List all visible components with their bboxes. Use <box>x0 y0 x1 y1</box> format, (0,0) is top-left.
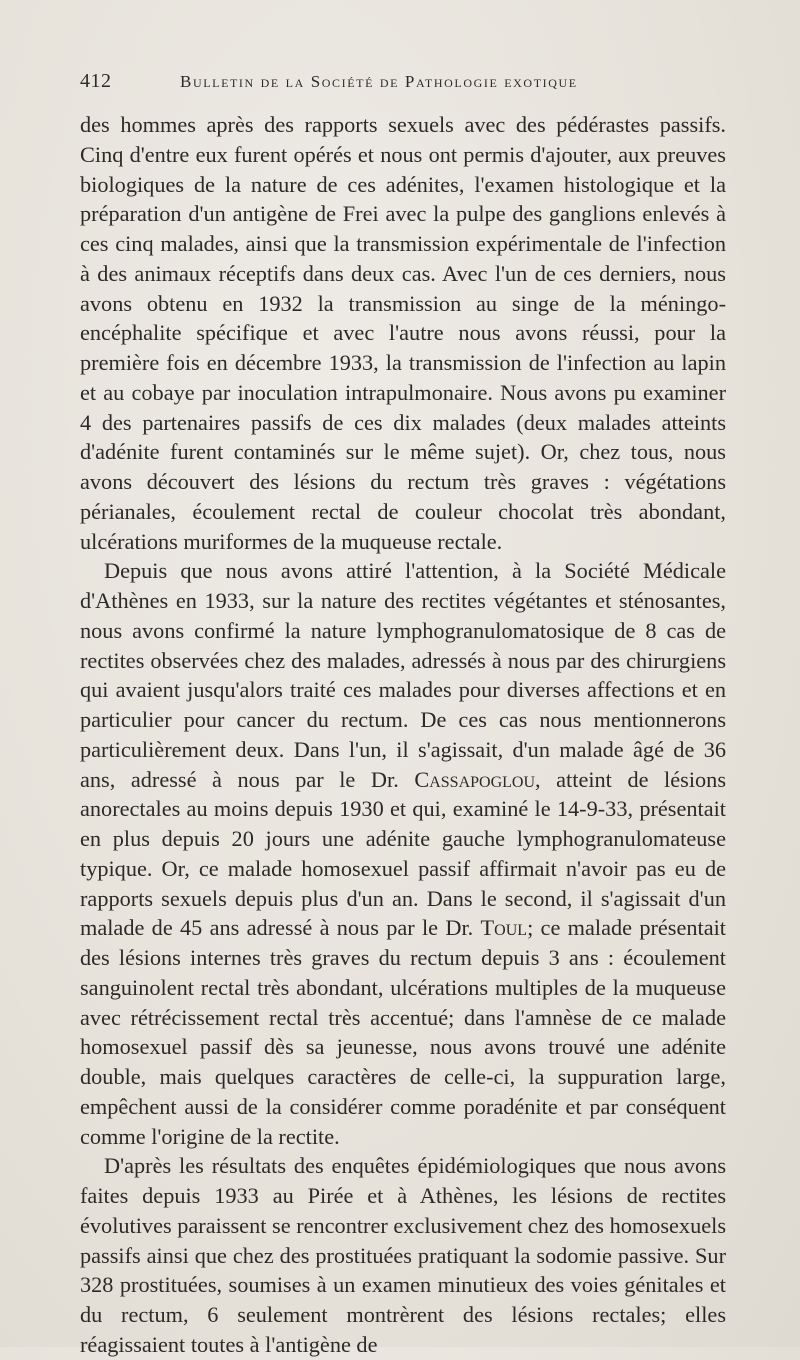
paragraph-text: D'après les résultats des enquêtes épidémiologiques que nous avons faites depuis 1933 au Pirée et à Athènes, les lésions de rectites évolutives paraissent se rencontrer exclusivement chez des homosexuels passifs ainsi que chez des prostituées pratiquant la sodomie passive. Sur 328 prostituées, soumises à un examen minutieux des voies génitales et du rectum, 6 seulement montrèrent des lésions rectales; elles réagissaient toutes à l'antigène de <box>80 1153 726 1357</box>
paragraph-3 <box>80 1151 726 1359</box>
paragraph-1 <box>80 110 726 556</box>
paragraph-text: des hommes après des rapports sexuels avec des pédérastes passifs. Cinq d'entre eux furent opérés et nous ont permis d'ajouter, aux preuves biologiques de la nature de ces adénites, l'examen histologique et la préparation d'un antigène de Frei avec la pulpe des ganglions enlevés à ces cinq malades, ainsi que la transmission expérimentale de l'infection à des animaux réceptifs dans deux cas. Avec l'un de ces derniers, nous avons obtenu en 1932 la transmission au singe de la méningo-encéphalite spécifique et avec l'autre nous avons réussi, pour la première fois en décembre 1933, la transmission de l'infection au lapin et au cobaye par inoculation intrapulmonaire. Nous avons pu examiner 4 des partenaires passifs de ces dix malades (deux malades atteints d'adénite furent contaminés sur le même sujet). Or, chez tous, nous avons découvert des lésions du rectum très graves : végétations périanales, écoulement rectal de couleur chocolat très abondant, ulcérations muriformes de la muqueuse rectale. <box>80 112 726 554</box>
author-name-cassapoglou: Cassapoglou <box>414 766 536 792</box>
paragraph-text: , atteint de lésions anorectales au moins depuis 1930 et qui, examiné le 14-9-33, présentait en plus depuis 20 jours une adénite gauche lymphogranulomateuse typique. Or, ce malade homosexuel passif affirmait n'avoir pas eu de rapports sexuels depuis plus d'un an. Dans le second, il s'agissait d'un malade de 45 ans adressé à nous par le Dr. <box>80 766 726 941</box>
paragraph-text: Depuis que nous avons attiré l'attention, à la Société Médicale d'Athènes en 1933, sur la nature des rectites végétantes et sténosantes, nous avons confirmé la nature lymphogranulomatosique de 8 cas de rectites observées chez des malades, adressés à nous par des chirurgiens qui avaient jusqu'alors traité ces malades pour diverses affections et en particulier pour cancer du rectum. De ces cas nous mentionnerons particulièrement deux. Dans l'un, il s'agissait, d'un malade âgé de 36 ans, adressé à nous par le Dr. <box>80 558 726 792</box>
author-name-toul: Toul <box>480 915 528 941</box>
running-head <box>80 70 780 100</box>
paragraph-2 <box>80 556 726 1151</box>
body-text <box>80 110 726 1360</box>
paragraph-text: ; ce malade présentait des lésions internes très graves du rectum depuis 3 ans : écoulement sanguinolent rectal très abondant, ulcérations multiples de la muqueuse avec rétrécissement rectal très accentué; dans l'amnèse de ce malade homosexuel passif dès sa jeunesse, nous avons trouvé une adénite double, mais quelques caractères de celle-ci, la suppuration large, empêchent aussi de la considérer comme poradénite et par conséquent comme l'origine de la rectite. <box>80 915 727 1149</box>
page-number: 412 <box>80 70 112 92</box>
journal-title: Bulletin de la Société de Pathologie exotique <box>180 72 578 91</box>
